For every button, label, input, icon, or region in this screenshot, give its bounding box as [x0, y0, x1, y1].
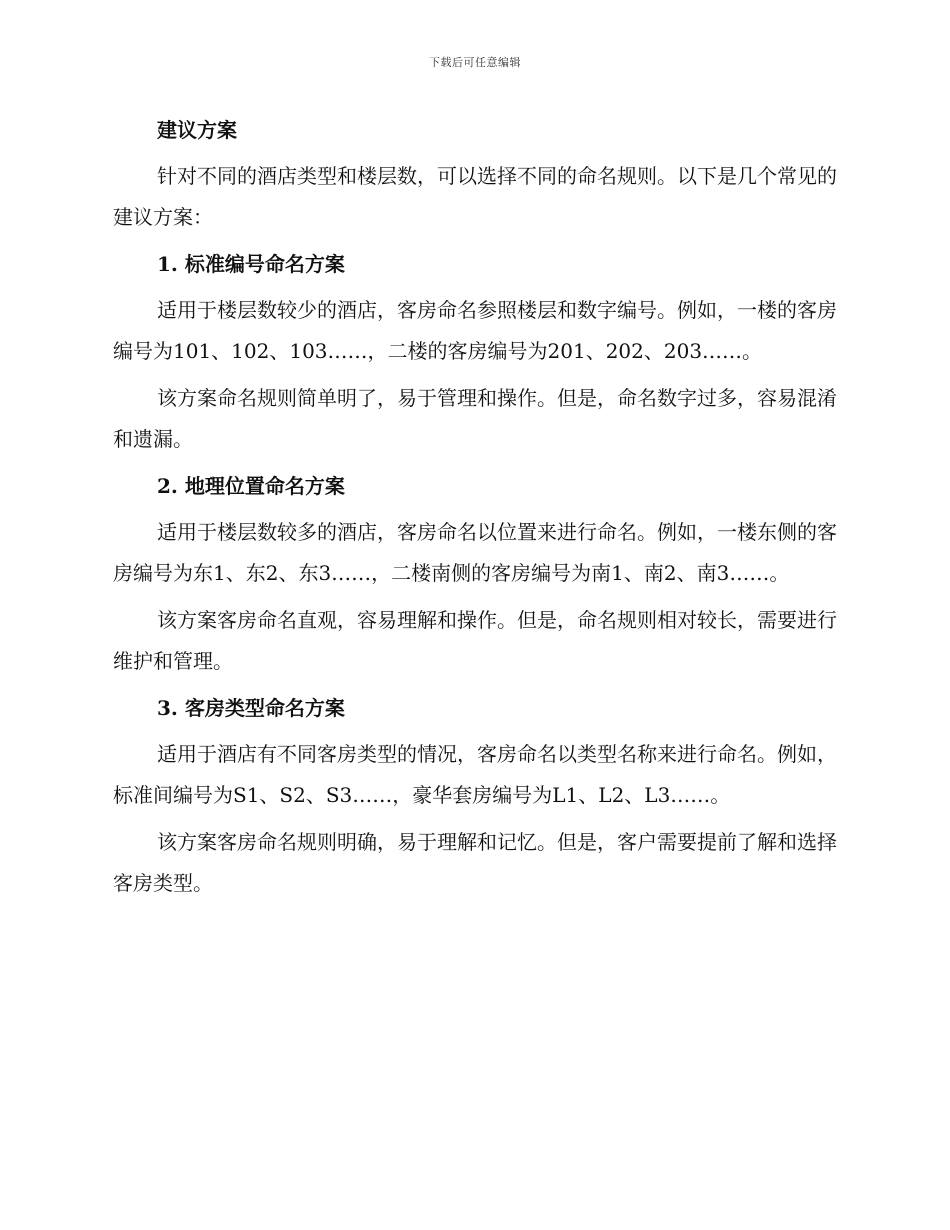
section-2-paragraph-2: 该方案客房命名直观，容易理解和操作。但是，命名规则相对较长，需要进行维护和管理。: [113, 608, 837, 673]
section-3-paragraph-1: 适用于酒店有不同客房类型的情况，客房命名以类型名称来进行命名。例如，标准间编号为S1、S2、S3……，豪华套房编号为L1、L2、L3……。: [113, 742, 837, 807]
section-1-paragraph-1: 适用于楼层数较少的酒店，客房命名参照楼层和数字编号。例如，一楼的客房编号为101、102、103……，二楼的客房编号为201、202、203……。: [113, 298, 837, 363]
page-header: 下载后可任意编辑: [429, 56, 521, 69]
section-2-paragraph-1: 适用于楼层数较多的酒店，客房命名以位置来进行命名。例如，一楼东侧的客房编号为东1、东2、东3……，二楼南侧的客房编号为南1、南2、南3……。: [113, 520, 837, 585]
document-body: [113, 110, 837, 910]
section-3-paragraph-2: 该方案客房命名规则明确，易于理解和记忆。但是，客户需要提前了解和选择客房类型。: [113, 830, 837, 895]
document-title: 建议方案: [157, 118, 237, 142]
section-1-paragraph-2: 该方案命名规则简单明了，易于管理和操作。但是，命名数字过多，容易混淆和遗漏。: [113, 386, 837, 451]
section-heading-3: 3. 客房类型命名方案: [157, 696, 345, 720]
section-heading-2: 2. 地理位置命名方案: [157, 474, 345, 498]
section-heading-1: 1. 标准编号命名方案: [157, 252, 345, 276]
intro-paragraph: 针对不同的酒店类型和楼层数，可以选择不同的命名规则。以下是几个常见的建议方案：: [113, 164, 837, 229]
